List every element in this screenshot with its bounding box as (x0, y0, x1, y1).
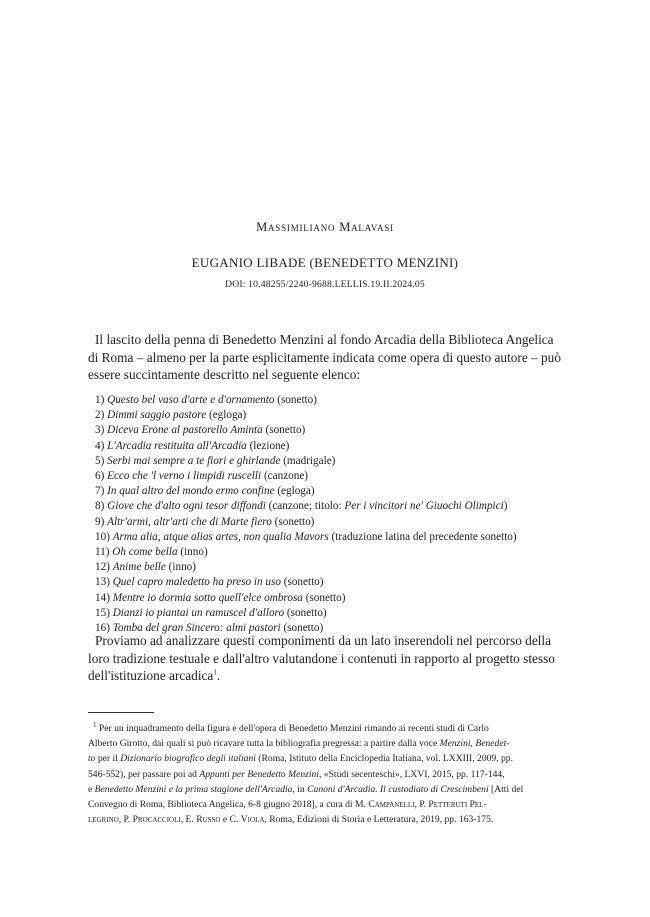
outro-line: Proviamo ad analizzare questi componimenti da un lato inserendoli nel percorso della (95, 633, 552, 648)
footnote-divider (88, 712, 154, 713)
list-item: 6) Ecco che 'l verno i limpidi ruscelli (canzone) (95, 470, 309, 483)
list-item: 2) Dimmi saggio pastore (egloga) (95, 409, 247, 422)
list-item: 11) Oh come bella (inno) (95, 546, 208, 559)
list-item: 14) Mentre io dormia sotto quell'elce ombrosa (sonetto) (95, 591, 346, 604)
list-item: 1) Questo bel vaso d'arte e d'ornamento (sonetto) (95, 394, 317, 406)
intro-paragraph (88, 331, 565, 384)
intro-line: essere succintamente descritto nel seguente elenco: (88, 367, 361, 382)
list-item: 4) L'Arcadia restituita all'Arcadia (lezione) (95, 439, 290, 452)
footnote: $^1$ Per un inquadramento della figura e dell'opera di Benedetto Menzini rimando ai recenti studi di Carlo Alberto Girotto, dai quali si può ricavare tutta la bibliografia pregressa: a partire dalla voce Menzini, Benedet- to per il Dizionario biografico degli italiani (Roma, Istituto della Enciclopedia Italiana, vol. LXXIII, 2009, pp. 546-552), per passare poi ad Appunti per Benedetto Menzini, «Studi secenteschi», LXVI, 2015, pp. 117-144, e Benedetto Menzini e la prima stagione dell'Arcadia, in Canoni d'Arcadia. Il custodiato di Crescimbeni [Atti del Convegno di Roma, Biblioteca Angelica, 6-8 giugno 2018], a cura di M. Campanelli, P. Petteruti Pel- legrino, P. Procaccioli, E. Russo e C. Viola, Roma, Edizioni di Storia e Letteratura, 2019, pp. 163-175. (88, 720, 524, 826)
outro-line: loro tradizione testuale e dall'altro valutandone i contenuti in rapporto al progetto stesso (88, 650, 555, 666)
list-item: 12) Anime belle (inno) (95, 561, 196, 574)
intro-line: di Roma – almeno per la parte esplicitamente indicata come opera di questo autore – può (88, 349, 561, 365)
list-item: 16) Tomba del gran Sincero: almi pastori (sonetto) (95, 622, 324, 635)
list-item: 5) Serbi mai sempre a te fiori e ghirlande (madrigale) (95, 454, 336, 467)
outro-paragraph (88, 632, 565, 685)
footnote-reference[interactable]: 1 (213, 668, 217, 677)
doi-line[interactable]: DOI: 10.48255/2240-9688.LELLIS.19.II.2024.05 (225, 279, 425, 290)
list-item: 15) Dianzi io piantai un ramuscel d'alloro (sonetto) (95, 606, 327, 619)
intro-line: Il lascito della penna di Benedetto Menzini al fondo Arcadia della Biblioteca Angelica (95, 332, 554, 347)
works-list (95, 393, 565, 636)
outro-line: dell'istituzione arcadica$^1$. (88, 668, 221, 683)
list-item: 13) Quel capro maledetto ha preso in uso (sonetto) (95, 576, 324, 589)
list-item: 8) Giove che d'alto ogni tesor diffondi (canzone; titolo: Per i vincitori ne' Giuochi Olimpici) (95, 500, 508, 513)
author-name: Massimiliano Malavasi (256, 220, 394, 234)
list-item: 3) Diceva Erone al pastorello Aminta (sonetto) (95, 424, 306, 437)
list-item: 10) Arma alia, atque alias artes, non qualia Mavors (traduzione latina del precedente sonetto) (95, 530, 517, 543)
footnote-mark: 1 (93, 720, 97, 729)
list-item: 7) In qual altro del mondo ermo confine (egloga) (95, 485, 315, 498)
article-title: EUGANIO LIBADE (BENEDETTO MENZINI) (191, 255, 459, 270)
list-item: 9) Altr'armi, altr'arti che di Marte fiero (sonetto) (95, 515, 315, 528)
